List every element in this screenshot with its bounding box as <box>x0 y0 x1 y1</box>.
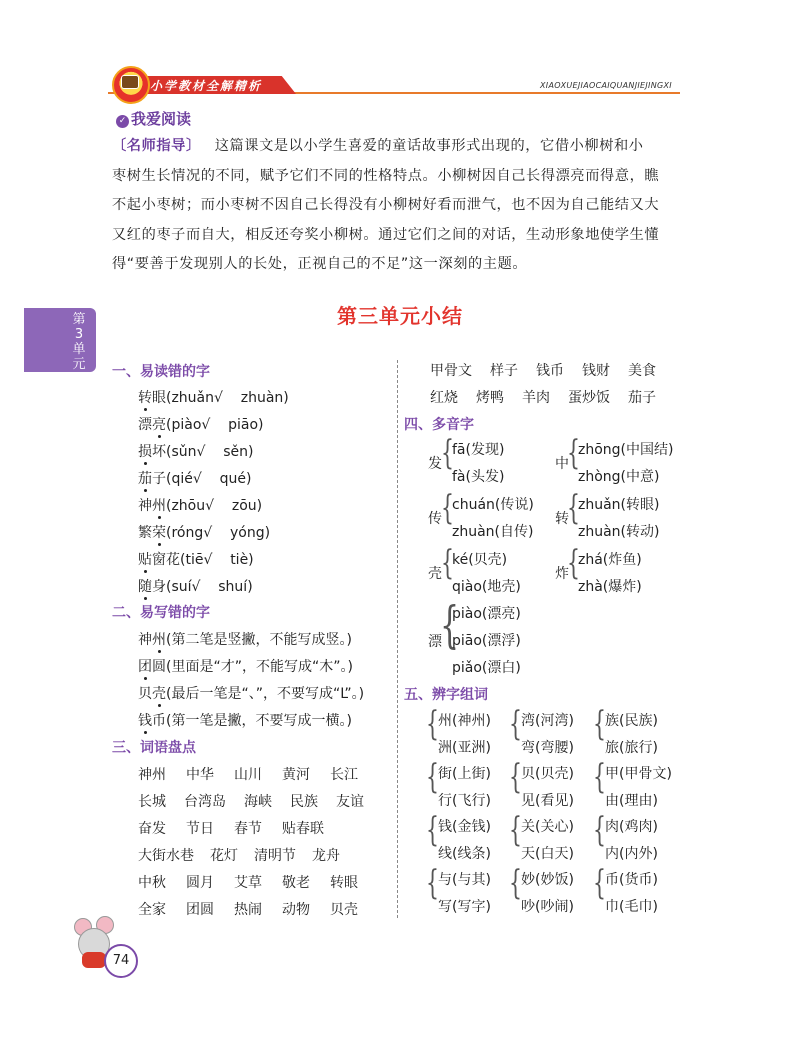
section-misread-title: 一、易读错的字 <box>112 364 210 380</box>
teacher-guide-tag: 〔名师指导〕 <box>112 138 201 154</box>
brace: { <box>567 433 580 473</box>
brace: { <box>426 757 439 797</box>
section-distinguish-title: 五、辨字组词 <box>404 687 488 703</box>
distinguish-word: 州(神州) <box>438 713 491 729</box>
polyphone-char: 转 <box>555 511 569 527</box>
list-item: 贝壳(最后一笔是“、”，不要写成“L”。) <box>138 686 365 702</box>
brace: { <box>440 596 460 654</box>
unit-side-tab-label: 第3单元 <box>72 312 86 372</box>
vocab-row: 大街水巷 花灯 清明节 龙舟 <box>138 848 340 864</box>
reading-line: 〔名师指导〕 这篇课文是以小学生喜爱的童话故事形式出现的，它借小柳树和小 <box>112 138 644 154</box>
polyphone-reading: chuán(传说) <box>452 497 534 513</box>
polyphone-reading: fā(发现) <box>452 442 505 458</box>
reading-heading: ✓ 我爱阅读 <box>116 108 191 129</box>
section-vocab-title: 三、词语盘点 <box>112 740 196 756</box>
polyphone-reading: zhòng(中意) <box>578 469 660 485</box>
reading-line: 枣树生长情况的不同，赋予它们不同的性格特点。小柳树因自己长得漂亮而得意，瞧 <box>112 167 660 184</box>
brace: { <box>593 810 606 850</box>
distinguish-word: 湾(河湾) <box>521 713 574 729</box>
section-polyphone-title: 四、多音字 <box>404 417 474 433</box>
unit-summary-title: 第三单元小结 <box>337 304 463 328</box>
vocab-row: 红烧 烤鸭 羊肉 蛋炒饭 茄子 <box>430 390 656 406</box>
reading-line: 不起小枣树；而小枣树不因自己长得没有小柳树好看而泄气，也不因为自己能结又大 <box>112 197 660 213</box>
distinguish-word: 内(内外) <box>605 846 658 862</box>
brace: { <box>567 543 580 583</box>
section-miswrite-title: 二、易写错的字 <box>112 605 210 621</box>
list-item: 茄子(qié√ qué) <box>138 471 252 487</box>
brace: { <box>509 863 522 903</box>
list-item: 随身(suí√ shuí) <box>138 579 253 595</box>
brace: { <box>426 704 439 744</box>
book-logo-inner <box>121 75 139 89</box>
polyphone-reading: zhà(爆炸) <box>578 579 642 595</box>
check-icon: ✓ <box>116 115 129 128</box>
distinguish-word: 洲(亚洲) <box>438 740 491 756</box>
distinguish-word: 关(关心) <box>521 819 574 835</box>
distinguish-word: 旅(旅行) <box>605 740 658 756</box>
reading-line: 又红的枣子而自大，相反还夸奖小柳树。通过它们之间的对话，生动形象地使学生懂 <box>112 226 660 243</box>
distinguish-word: 币(货币) <box>605 872 658 888</box>
distinguish-word: 妙(妙饭) <box>521 872 574 888</box>
distinguish-word: 族(民族) <box>605 713 658 729</box>
reading-paragraph <box>112 132 682 280</box>
polyphone-char: 中 <box>555 456 569 472</box>
list-item: 损坏(sǔn√ sěn) <box>138 444 254 460</box>
polyphone-char: 发 <box>428 456 442 472</box>
vocab-row: 奋发 节日 春节 贴春联 <box>138 821 324 837</box>
distinguish-word: 吵(吵闹) <box>521 899 574 915</box>
polyphone-reading: zhuàn(转动) <box>578 524 660 540</box>
vocab-row: 中秋 圆月 艾草 敬老 转眼 <box>138 875 358 891</box>
brace: { <box>441 433 454 473</box>
header-pinyin-title: XIAOXUEJIAOCAIQUANJIEJINGXI <box>540 81 672 90</box>
brace: { <box>593 704 606 744</box>
distinguish-word: 弯(弯腰) <box>521 740 574 756</box>
distinguish-word: 行(飞行) <box>438 793 491 809</box>
polyphone-reading: ké(贝壳) <box>452 552 508 568</box>
polyphone-char: 漂 <box>428 634 442 650</box>
polyphone-reading: piǎo(漂白) <box>452 660 521 676</box>
distinguish-word: 见(看见) <box>521 793 574 809</box>
list-item: 转眼(zhuǎn√ zhuàn) <box>138 390 289 406</box>
distinguish-word: 写(写字) <box>438 899 491 915</box>
distinguish-word: 街(上街) <box>438 766 491 782</box>
brace: { <box>593 757 606 797</box>
vocab-row: 全家 团圆 热闹 动物 贝壳 <box>138 902 358 918</box>
distinguish-word: 由(理由) <box>605 793 658 809</box>
reading-line: 得“要善于发现别人的长处，正视自己的不足”这一深刻的主题。 <box>112 256 528 272</box>
brace: { <box>441 488 454 528</box>
page-number: 74 <box>104 944 138 978</box>
polyphone-reading: fà(头发) <box>452 469 505 485</box>
mouse-shirt <box>82 952 106 968</box>
brace: { <box>593 863 606 903</box>
column-divider <box>397 360 398 918</box>
distinguish-word: 巾(毛巾) <box>605 899 658 915</box>
brace: { <box>509 704 522 744</box>
vocab-row: 甲骨文 样子 钱币 钱财 美食 <box>430 363 656 379</box>
list-item: 神州(第二笔是竖撇，不能写成竖。) <box>138 632 352 648</box>
list-item: 贴窗花(tiē√ tiè) <box>138 552 254 568</box>
polyphone-reading: piào(漂亮) <box>452 606 521 622</box>
brace: { <box>426 863 439 903</box>
polyphone-char: 传 <box>428 511 442 527</box>
list-item: 团圆(里面是“才”，不能写成“木”。) <box>138 659 353 675</box>
vocab-row: 神州 中华 山川 黄河 长江 <box>138 767 358 783</box>
brace: { <box>426 810 439 850</box>
header-title: 小学教材全解精析 <box>150 79 263 93</box>
list-item: 漂亮(piào√ piāo) <box>138 417 264 433</box>
distinguish-word: 与(与其) <box>438 872 491 888</box>
polyphone-reading: zhuǎn(转眼) <box>578 497 660 513</box>
polyphone-reading: qiào(地壳) <box>452 579 521 595</box>
distinguish-word: 贝(贝壳) <box>521 766 574 782</box>
polyphone-reading: piāo(漂浮) <box>452 633 521 649</box>
distinguish-word: 肉(鸡肉) <box>605 819 658 835</box>
distinguish-word: 钱(金钱) <box>438 819 491 835</box>
polyphone-reading: zhōng(中国结) <box>578 442 674 458</box>
polyphone-char: 壳 <box>428 566 442 582</box>
vocab-row: 长城 台湾岛 海峡 民族 友谊 <box>138 794 364 810</box>
list-item: 繁荣(róng√ yóng) <box>138 525 271 541</box>
list-item: 钱币(第一笔是撇，不要写成一横。) <box>138 713 352 729</box>
distinguish-word: 甲(甲骨文) <box>605 766 672 782</box>
polyphone-reading: zhá(炸鱼) <box>578 552 642 568</box>
distinguish-word: 天(白天) <box>521 846 574 862</box>
brace: { <box>441 543 454 583</box>
distinguish-word: 线(线条) <box>438 846 491 862</box>
polyphone-reading: zhuàn(自传) <box>452 524 534 540</box>
brace: { <box>567 488 580 528</box>
polyphone-char: 炸 <box>555 566 569 582</box>
list-item: 神州(zhōu√ zōu) <box>138 498 263 514</box>
brace: { <box>509 810 522 850</box>
brace: { <box>509 757 522 797</box>
